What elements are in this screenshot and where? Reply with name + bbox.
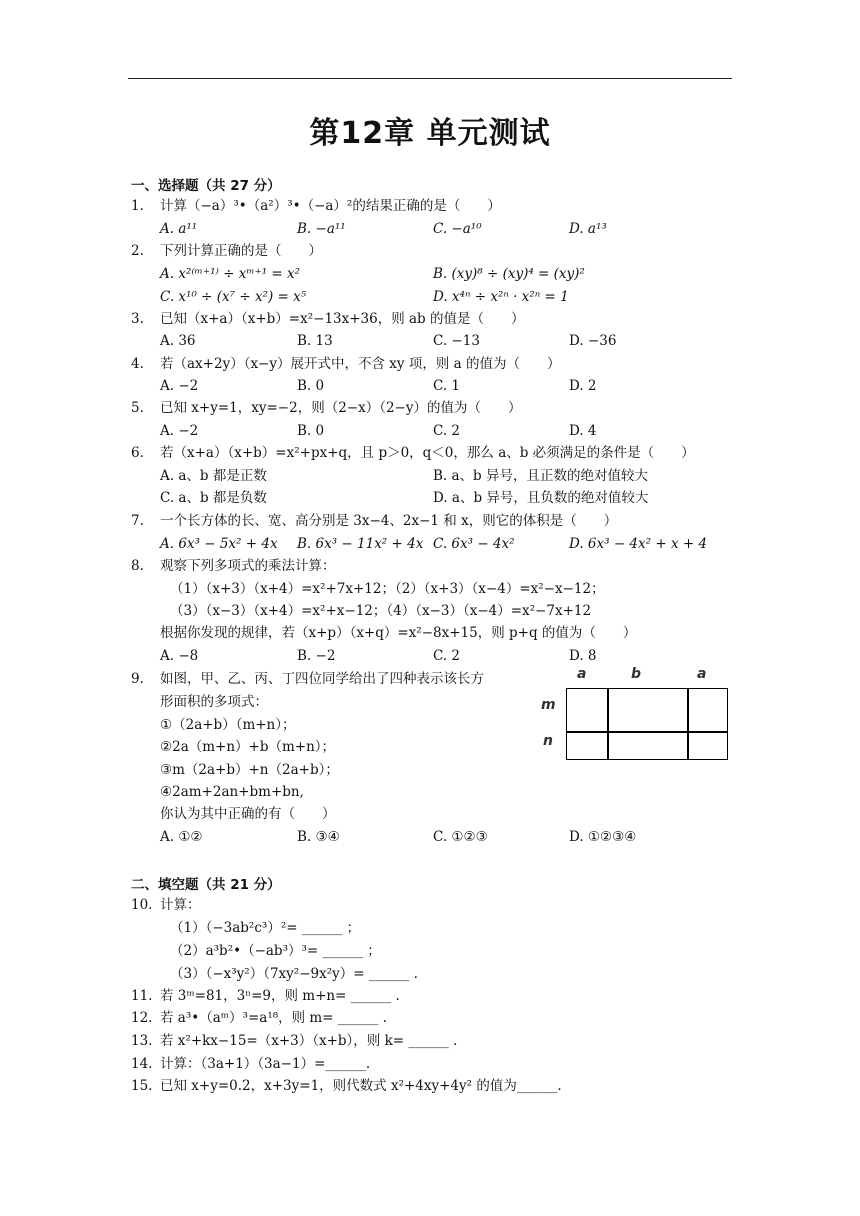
- q5-option-c: C. 2: [433, 423, 461, 439]
- q5-number: 5.: [131, 400, 144, 416]
- q13-stem: 若 x²+kx−15=（x+3）（x+b），则 k= ______ .: [160, 1033, 458, 1049]
- q8-option-b: B. −2: [297, 648, 336, 664]
- q11-stem: 若 3ᵐ=81，3ⁿ=9，则 m+n= ______ .: [160, 988, 400, 1004]
- q4-option-b: B. 0: [297, 378, 325, 394]
- figure-label-top-a-left: a: [577, 666, 587, 682]
- rectangle-figure: [566, 688, 728, 760]
- q8-option-d: D. 8: [569, 648, 597, 664]
- q7-option-b: B. 6x³ − 11x² + 4x: [297, 536, 424, 552]
- q5-option-a: A. −2: [160, 423, 199, 439]
- figure-divider-horizontal: [567, 731, 727, 733]
- q2-option-d: D. x⁴ⁿ ÷ x²ⁿ · x²ⁿ = 1: [433, 289, 569, 305]
- q1-option-a: A. a¹¹: [160, 221, 198, 237]
- q3-option-c: C. −13: [433, 333, 480, 349]
- q8-question: 根据你发现的规律，若（x+p）（x+q）=x²−8x+15，则 p+q 的值为（ ）: [160, 625, 637, 641]
- q1-option-c: C. −a¹⁰: [433, 221, 482, 237]
- q15-number: 15.: [131, 1078, 153, 1094]
- q7-option-a: A. 6x³ − 5x² + 4x: [160, 536, 278, 552]
- q3-stem: 已知（x+a）（x+b）=x²−13x+36，则 ab 的值是（ ）: [160, 311, 525, 327]
- q8-number: 8.: [131, 558, 144, 574]
- q14-stem: 计算：（3a+1）（3a−1）=______.: [160, 1056, 371, 1072]
- q4-option-a: A. −2: [160, 378, 199, 394]
- q2-number: 2.: [131, 243, 144, 259]
- q9-expression-4: ④2am+2an+bm+bn,: [160, 784, 304, 800]
- q6-option-d: D. a、b 异号，且负数的绝对值较大: [433, 490, 649, 506]
- figure-label-top-a-right: a: [697, 666, 707, 682]
- q13-number: 13.: [131, 1033, 153, 1049]
- figure-label-left-m: m: [541, 697, 556, 713]
- q6-stem: 若（x+a）（x+b）=x²+px+q，且 p＞0，q＜0，那么 a、b 必须满足的条件是（ ）: [160, 445, 695, 461]
- q9-question: 你认为其中正确的有（ ）: [160, 806, 336, 822]
- q3-option-d: D. −36: [569, 333, 617, 349]
- section-fill-heading: 二、填空题（共 21 分）: [131, 877, 281, 893]
- q6-number: 6.: [131, 445, 144, 461]
- q9-expression-2: ②2a（m+n）+b（m+n）；: [160, 739, 336, 755]
- figure-label-left-n: n: [543, 733, 553, 749]
- q8-option-c: C. 2: [433, 648, 461, 664]
- q1-option-b: B. −a¹¹: [297, 221, 346, 237]
- q7-stem: 一个长方体的长、宽、高分别是 3x−4、2x−1 和 x，则它的体积是（ ）: [160, 513, 618, 529]
- q12-stem: 若 a³•（aᵐ）³=a¹⁸，则 m= ______ .: [160, 1010, 387, 1026]
- q10-number: 10.: [131, 897, 153, 913]
- q1-option-d: D. a¹³: [569, 221, 607, 237]
- q1-number: 1.: [131, 198, 144, 214]
- q7-number: 7.: [131, 513, 144, 529]
- q6-option-c: C. a、b 都是负数: [160, 490, 267, 506]
- q2-stem: 下列计算正确的是（ ）: [160, 243, 322, 259]
- q10-sub-1: （1）（−3ab²c³）²= ______ ；: [170, 920, 361, 936]
- figure-divider-vertical-1: [607, 689, 609, 759]
- section-choice-heading: 一、选择题（共 27 分）: [131, 178, 281, 194]
- q8-example-line-2: （3）（x−3）（x+4）=x²+x−12；（4）（x−3）（x−4）=x²−7x+12: [170, 603, 592, 619]
- q4-option-d: D. 2: [569, 378, 597, 394]
- q10-stem: 计算：: [160, 897, 201, 913]
- q9-option-b: B. ③④: [297, 829, 340, 845]
- q5-option-b: B. 0: [297, 423, 325, 439]
- q8-option-a: A. −8: [160, 648, 199, 664]
- page-title: 第12章 单元测试: [309, 116, 551, 151]
- q2-option-c: C. x¹⁰ ÷ (x⁷ ÷ x²) = x⁵: [160, 289, 307, 305]
- q1-stem: 计算（−a）³•（a²）³•（−a）²的结果正确的是（ ）: [160, 198, 501, 214]
- q6-option-b: B. a、b 异号，且正数的绝对值较大: [433, 468, 648, 484]
- q9-stem-line-1: 如图，甲、乙、丙、丁四位同学给出了四种表示该长方: [160, 671, 484, 687]
- figure-divider-vertical-2: [687, 689, 689, 759]
- q5-stem: 已知 x+y=1，xy=−2，则（2−x）（2−y）的值为（ ）: [160, 400, 522, 416]
- q9-option-c: C. ①②③: [433, 829, 488, 845]
- header-rule: [128, 78, 732, 79]
- q8-stem: 观察下列多项式的乘法计算：: [160, 558, 336, 574]
- q10-sub-2: （2）a³b²•（−ab³）³= ______ ；: [170, 943, 381, 959]
- q9-number: 9.: [131, 671, 144, 687]
- q2-option-a: A. x²⁽ᵐ⁺¹⁾ ÷ xᵐ⁺¹ = x²: [160, 266, 301, 282]
- q3-number: 3.: [131, 311, 144, 327]
- q2-option-b: B. (xy)⁸ ÷ (xy)⁴ = (xy)²: [433, 266, 585, 282]
- q9-option-d: D. ①②③④: [569, 829, 637, 845]
- q3-option-b: B. 13: [297, 333, 333, 349]
- q7-option-d: D. 6x³ − 4x² + x + 4: [569, 536, 708, 552]
- q15-stem: 已知 x+y=0.2，x+3y=1，则代数式 x²+4xy+4y² 的值为______.: [160, 1078, 562, 1094]
- q4-option-c: C. 1: [433, 378, 461, 394]
- q12-number: 12.: [131, 1010, 153, 1026]
- q9-option-a: A. ①②: [160, 829, 203, 845]
- q4-number: 4.: [131, 356, 144, 372]
- q8-example-line-1: （1）（x+3）（x+4）=x²+7x+12；（2）（x+3）（x−4）=x²−x−12；: [170, 581, 605, 597]
- q10-sub-3: （3）（−x³y²）（7xy²−9x²y）= ______ .: [170, 966, 418, 982]
- q4-stem: 若（ax+2y）（x−y）展开式中，不含 xy 项，则 a 的值为（ ）: [160, 356, 561, 372]
- q9-expression-3: ③m（2a+b）+n（2a+b）；: [160, 762, 339, 778]
- q7-option-c: C. 6x³ − 4x²: [433, 536, 515, 552]
- q9-expression-1: ①（2a+b）（m+n）；: [160, 717, 296, 733]
- q11-number: 11.: [131, 988, 153, 1004]
- q14-number: 14.: [131, 1056, 153, 1072]
- q6-option-a: A. a、b 都是正数: [160, 468, 267, 484]
- q3-option-a: A. 36: [160, 333, 196, 349]
- figure-label-top-b: b: [631, 666, 642, 682]
- q9-stem-line-2: 形面积的多项式：: [160, 694, 268, 710]
- q5-option-d: D. 4: [569, 423, 597, 439]
